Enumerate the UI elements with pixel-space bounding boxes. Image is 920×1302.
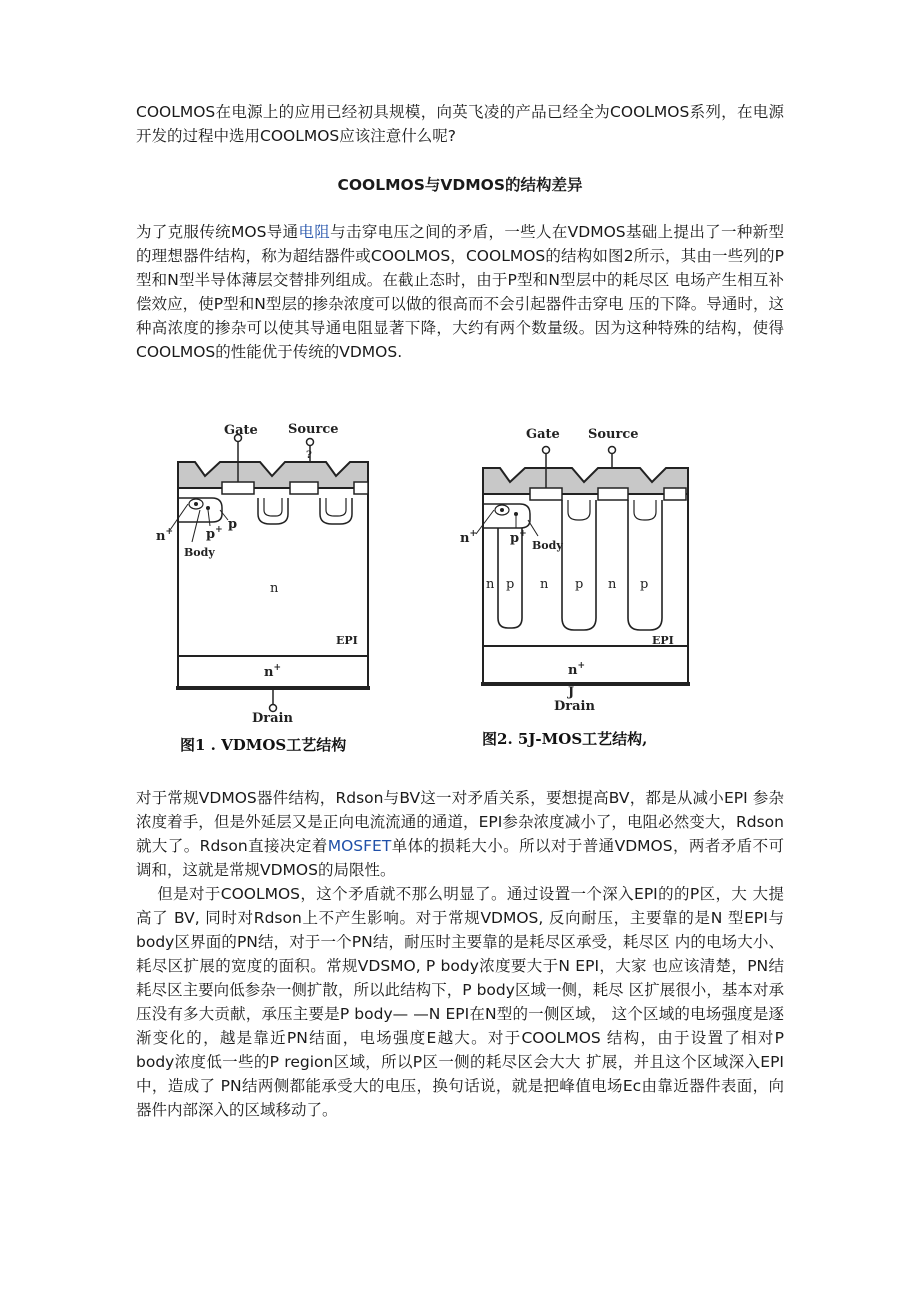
vdmos-p-label: p xyxy=(228,517,238,532)
paragraph-1 xyxy=(136,220,784,364)
intro-paragraph xyxy=(136,100,784,148)
paragraph-2-text-a: 对于常规VDMOS器件结构，Rdson与BV这一对矛盾关系，要想提高BV，都是从减小EPI 参杂浓度着手，但是外延层又是正向电流流通的通道，EPI参杂浓度减小了，电阻必然变大，Rdson就大了。Rdson直接决定着 xyxy=(136,789,784,855)
coolmos-body-label: Body xyxy=(532,539,563,552)
paragraph-2-text-b: 单体的损耗大小。所以对于普通VDMOS，两者矛盾不可调和，这就是常规VDMOS的局限性。 xyxy=(136,837,784,879)
vdmos-question-mark: ? xyxy=(306,450,312,461)
coolmos-j-label: J xyxy=(568,685,575,700)
section-title: COOLMOS与VDMOS的结构差异 xyxy=(337,176,583,194)
vdmos-nplus-sub-label: n+ xyxy=(264,663,281,680)
coolmos-source-label: Source xyxy=(588,427,639,442)
coolmos-pplus-label: p+ xyxy=(510,529,527,546)
coolmos-nplus-sub-label: n+ xyxy=(568,661,585,678)
paragraph-3-text: 但是对于COOLMOS，这个矛盾就不那么明显了。通过设置一个深入EPI的的P区，大 大提高了 BV, 同时对Rdson上不产生影响。对于常规VDMOS, 反向耐压，主要靠的是N 型EPI与body区界面的PN结，对于一个PN结，耐压时主要靠的是耗尽区承受，耗尽区 内的电场大小、耗尽区扩展的宽度的面积。常规VDSMO, P body浓度要大于N EPI，大家 也应该清楚，PN结耗尽区主要向低参杂一侧扩散，所以此结构下，P body区域一侧，耗尽 区扩展很小，基本对承压没有多大贡献，承压主要是P body— —N EPI在N型的一侧区域， 这个区域的电场强度是逐渐变化的，越是靠近PN结面，电场强度E越大。对于COOLMOS 结构，由于设置了相对P body浓度低一些的P region区域，所以P区一侧的耗尽区会大大 扩展，并且这个区域深入EPI中，造成了 PN结两侧都能承受大的电压，换句话说，就是把峰值电场Ec由靠近器件表面，向器件内部深入的区域移动了。 xyxy=(136,885,784,1119)
coolmos-gate-label: Gate xyxy=(526,427,560,442)
vdmos-source-metal xyxy=(178,462,368,488)
figure-2-caption-prefix: 图 xyxy=(482,730,498,748)
coolmos-col-6: p xyxy=(640,577,649,592)
vdmos-gate-poly-2 xyxy=(290,482,318,494)
vdmos-nplus-label: n+ xyxy=(156,527,173,544)
vdmos-body-label: Body xyxy=(184,546,215,559)
coolmos-substrate xyxy=(483,646,688,684)
vdmos-n-label: n xyxy=(270,581,279,596)
coolmos-col-3: n xyxy=(540,577,549,592)
vdmos-gate-label: Gate xyxy=(224,423,258,438)
intro-text: COOLMOS在电源上的应用已经初具规模，向英飞凌的产品已经全为COOLMOS系列，在电源开发的过程中选用COOLMOS应该注意什么呢? xyxy=(136,103,784,145)
paragraph-3 xyxy=(136,882,784,1122)
coolmos-col-2: p xyxy=(506,577,515,592)
figure-2-caption xyxy=(482,728,647,749)
paragraph-2 xyxy=(136,786,784,882)
coolmos-epi-label: EPI xyxy=(652,634,674,647)
structure-diagram xyxy=(140,396,700,766)
coolmos-epi-region xyxy=(483,494,688,646)
vdmos-epi-label: EPI xyxy=(336,634,358,647)
vdmos-epi-region xyxy=(178,488,368,656)
structure-figure xyxy=(140,396,700,766)
coolmos-diagram xyxy=(476,447,690,685)
resistor-link[interactable]: 电阻 xyxy=(298,223,331,241)
vdmos-pplus-label: p+ xyxy=(206,525,223,542)
vdmos-gate-poly xyxy=(222,482,254,494)
figure-1-caption-text: 1 . VDMOS工艺结构 xyxy=(195,736,347,754)
coolmos-nplus-label: n+ xyxy=(460,529,477,546)
paragraph-1-text-b: 与击穿电压之间的矛盾，一些人在VDMOS基础上提出了一种新型的理想器件结构，称为超结器件或COOLMOS，COOLMOS的结构如图2所示，其由一些列的P型和N型半导体薄层交替排列组成。在截止态时，由于P型和N型层中的耗尽区 电场产生相互补偿效应，使P型和N型层的掺杂浓度可以做的很高而不会引起器件击穿电 压的下降。导通时，这种高浓度的掺杂可以使其导通电阻显著下降，大约有两个数量级。因为这种特殊的结构，使得COOLMOS的性能优于传统的VDMOS. xyxy=(136,223,785,361)
vdmos-source-label: Source xyxy=(288,422,339,437)
coolmos-col-5: n xyxy=(608,577,617,592)
figure-1-caption-prefix: 图 xyxy=(180,736,196,754)
figure-2-caption-text: 2. 5J-MOS工艺结构, xyxy=(497,730,648,748)
vdmos-drain-label: Drain xyxy=(252,711,293,726)
mosfet-link[interactable]: MOSFET xyxy=(327,837,392,855)
coolmos-source-metal xyxy=(483,468,688,494)
paragraph-1-text-a: 为了克服传统MOS导通 xyxy=(136,223,299,241)
coolmos-col-1: n xyxy=(486,577,495,592)
figure-1-caption xyxy=(180,734,346,755)
coolmos-drain-label: Drain xyxy=(554,699,595,714)
coolmos-col-4: p xyxy=(575,577,584,592)
